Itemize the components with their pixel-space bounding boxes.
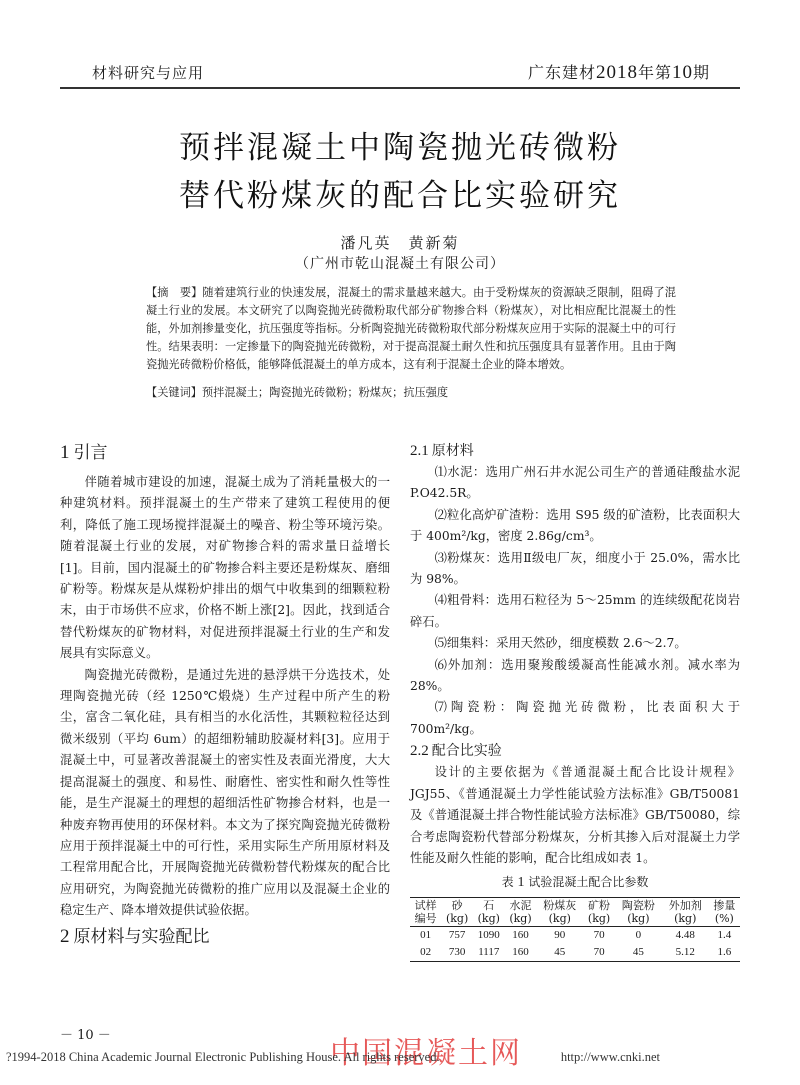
- table-cell: 1.4: [717, 928, 732, 941]
- right-column: [410, 440, 740, 962]
- table-cell: 757: [448, 928, 466, 941]
- paper-title-line2: 替代粉煤灰的配合比实验研究: [179, 178, 621, 214]
- table-header-cell: [615, 897, 662, 926]
- section-2-2-heading: [410, 740, 740, 762]
- paper-title-line1: 预拌混凝土中陶瓷抛光砖微粉: [179, 130, 621, 166]
- table-header-cell: [441, 897, 473, 926]
- table-1-caption: [410, 872, 740, 893]
- column-name: 砂: [451, 898, 463, 912]
- table-cell: 4.48: [675, 928, 695, 941]
- table-header-cell: [505, 897, 537, 926]
- journal-issue: 10: [671, 62, 693, 83]
- table-cell: 1090: [477, 928, 500, 941]
- journal-year-suffix: 年第: [637, 63, 672, 82]
- table-cell: 730: [448, 945, 466, 958]
- table-cell: 160: [512, 945, 529, 958]
- table-cell: 45: [554, 945, 566, 958]
- column-name: 矿粉: [588, 898, 611, 912]
- table-cell: 0: [635, 928, 642, 941]
- column-name: 陶瓷粉: [621, 898, 655, 912]
- abstract: [146, 284, 676, 374]
- column-name: 外加剂: [668, 898, 702, 912]
- column-unit: (%): [714, 911, 734, 925]
- section-2-title: 原材料与实验配比: [73, 926, 210, 947]
- table-row: [410, 944, 740, 962]
- mix-proportion-table: [410, 897, 740, 962]
- section-2-1-title: 原材料: [431, 443, 474, 459]
- column-unit: 编号: [414, 911, 437, 925]
- table-cell: 5.12: [675, 945, 695, 958]
- watermark-logo: 中国混凝土网: [330, 1036, 522, 1071]
- table-cell: 01: [420, 928, 432, 941]
- table-header-cell: [583, 897, 615, 926]
- footer-copyright: ?1994-2018 China Academic Journal Electronic Publishing House. All rights reserved.: [6, 1050, 440, 1064]
- authors: 潘凡英 黄新菊: [340, 234, 460, 252]
- page-number: － 10 －: [60, 1028, 111, 1043]
- table-header-cell: [473, 897, 505, 926]
- abstract-label: 【摘 要】: [146, 286, 203, 299]
- column-unit: (kg): [477, 911, 500, 925]
- section-2-number: 2: [60, 925, 70, 947]
- left-column: [60, 436, 390, 956]
- material-item: ⑶粉煤灰：选用Ⅱ级电厂灰，细度小于 25.0%，需水比为 98%。: [410, 550, 740, 587]
- table-cell: 45: [632, 945, 644, 958]
- section-2-1-heading: [410, 440, 740, 462]
- material-item: ⑴水泥：选用广州石井水泥公司生产的普通硅酸盐水泥 P.O42.5R。: [410, 465, 740, 501]
- material-item: ⑸细集料：采用天然砂，细度模数 2.6～2.7。: [434, 636, 687, 651]
- section-1-heading: [60, 442, 390, 464]
- journal-year: 2018: [595, 62, 638, 83]
- column-unit: (kg): [627, 911, 650, 925]
- table-cell: 1117: [478, 945, 500, 958]
- keywords-text: 预拌混凝土；陶瓷抛光砖微粉；粉煤灰；抗压强度: [201, 386, 449, 399]
- column-unit: (kg): [445, 911, 469, 925]
- table-header-cell: [410, 897, 441, 926]
- affiliation: （广州市乾山混凝土有限公司）: [295, 256, 505, 272]
- column-name: 掺量: [713, 898, 736, 912]
- column-unit: (kg): [674, 911, 697, 925]
- table-cell: 02: [420, 945, 432, 958]
- footer-link[interactable]: http://www.cnki.net: [560, 1050, 660, 1064]
- table-cell: 70: [593, 945, 605, 958]
- footer: [6, 1050, 796, 1065]
- column-name: 石: [483, 898, 495, 912]
- column-name: 试样: [414, 898, 437, 912]
- section-1-title: 引言: [73, 443, 108, 463]
- material-item: ⑹外加剂：选用聚羧酸缓凝高性能减水剂。减水率为 28%。: [410, 657, 740, 694]
- table-1-caption-title: 试验混凝土配合比参数: [528, 875, 649, 890]
- column-name: 水泥: [509, 898, 532, 912]
- running-head-journal: [528, 60, 710, 84]
- material-item: ⑷粗骨料：选用石粒径为 5～25mm 的连续级配花岗岩碎石。: [410, 593, 740, 629]
- column-unit: (kg): [509, 911, 532, 925]
- table-row: [410, 926, 740, 944]
- column-name: 粉煤灰: [543, 898, 577, 912]
- table-header-row: [410, 897, 740, 926]
- section-2-2-number: 2.2: [410, 743, 429, 760]
- header-rule: [60, 87, 740, 89]
- section-1-number: 1: [60, 442, 70, 463]
- keywords: [146, 384, 676, 402]
- section-2-2-title: 配合比实验: [431, 743, 502, 760]
- intro-paragraph-1: 伴随着城市建设的加速，混凝土成为了消耗量极大的一种建筑材料。预拌混凝土的生产带来了建筑工程使用的便利，降低了施工现场搅拌混凝土的噪音、粉尘等环境污染。随着混凝土行业的发展，对矿物掺合料的需求量日益增长[1]。目前，国内混凝土的矿物掺合料主要还是粉煤灰、磨细矿粉等。粉煤灰是从煤粉炉排出的烟气中收集到的细颗粒粉末，由于市场供不应求，价格不断上涨[2]。因此，找到适合替代粉煤灰的矿物材料，对促进预拌混凝土行业的生产和发展具有实际意义。: [60, 475, 390, 661]
- table-cell: 160: [512, 928, 529, 941]
- material-item: ⑵粒化高炉矿渣粉：选用 S95 级的矿渣粉，比表面积大于 400m²/kg，密度 2.86g/cm³。: [410, 507, 740, 544]
- section-2-heading: [60, 926, 390, 948]
- material-item: ⑺陶瓷粉：陶瓷抛光砖微粉，比表面积大于 700m²/kg。: [410, 700, 740, 736]
- abstract-text: 随着建筑行业的快速发展，混凝土的需求量越来越大。由于受粉煤灰的资源缺乏限制，阻碍了混凝土行业的发展。本文研究了以陶瓷抛光砖微粉取代部分矿物掺合料（粉煤灰），对比相应配比混凝土的性能，外加剂掺量变化，抗压强度等指标。分析陶瓷抛光砖微粉取代部分粉煤灰应用于实际的混凝土中的可行性。结果表明：一定掺量下的陶瓷抛光砖微粉，对于提高混凝土耐久性和抗压强度具有显著作用。且由于陶瓷抛光砖微粉价格低，能够降低混凝土的单方成本，这有利于混凝土企业的降本增效。: [146, 286, 676, 371]
- column-unit: (kg): [587, 911, 611, 925]
- running-head-section: 材料研究与应用: [92, 64, 205, 82]
- table-1-caption-number: 1: [517, 875, 525, 891]
- section-2-1-number: 2.1: [410, 443, 429, 459]
- intro-paragraph-2: 陶瓷抛光砖微粉，是通过先进的悬浮烘干分选技术，处理陶瓷抛光砖（经 1250℃煅烧）生产过程中所产生的粉尘，富含二氧化硅，具有相当的水化活性，其颗粒粒径达到微米级别（平均 6um）的超细粉辅助胶凝材料[3]。应用于混凝土中，可显著改善混凝土的密实性及表面光滑度，大大提高混凝土的强度、和易性、耐磨性、密实性和耐久性等性能，是生产混凝土的理想的超细活性矿物掺合材料，也是一种废弃物再使用的环保材料。本文为了探究陶瓷抛光砖微粉应用于预拌混凝土中的可行性，采用实际生产所用原材料及工程常用配合比，开展陶瓷抛光砖微粉替代粉煤灰的配合比应用研究，为陶瓷抛光砖微粉的推广应用以及混凝土企业的稳定生产、降本增效提供试验依据。: [60, 667, 390, 918]
- mix-design-paragraph: 设计的主要依据为《普通混凝土配合比设计规程》JGJ55、《普通混凝土力学性能试验方法标准》GB/T50081 及《普通混凝土拌合物性能试验方法标准》GB/T50080，综合考虑陶瓷粉代替部分粉煤灰，分析其掺入后对混凝土力学性能及耐久性能的影响，配合比组成如表 1。: [410, 765, 740, 865]
- table-cell: 90: [554, 928, 566, 941]
- table-cell: 1.6: [717, 945, 732, 958]
- table-cell: 70: [593, 928, 605, 941]
- journal-name: 广东建材: [527, 63, 596, 82]
- table-header-cell: [536, 897, 583, 926]
- journal-issue-suffix: 期: [692, 63, 710, 82]
- table-header-cell: [662, 897, 709, 926]
- keywords-label: 【关键词】: [146, 386, 202, 399]
- column-unit: (kg): [548, 911, 571, 925]
- table-header-cell: [709, 897, 740, 926]
- table-1-caption-prefix: 表: [501, 875, 514, 890]
